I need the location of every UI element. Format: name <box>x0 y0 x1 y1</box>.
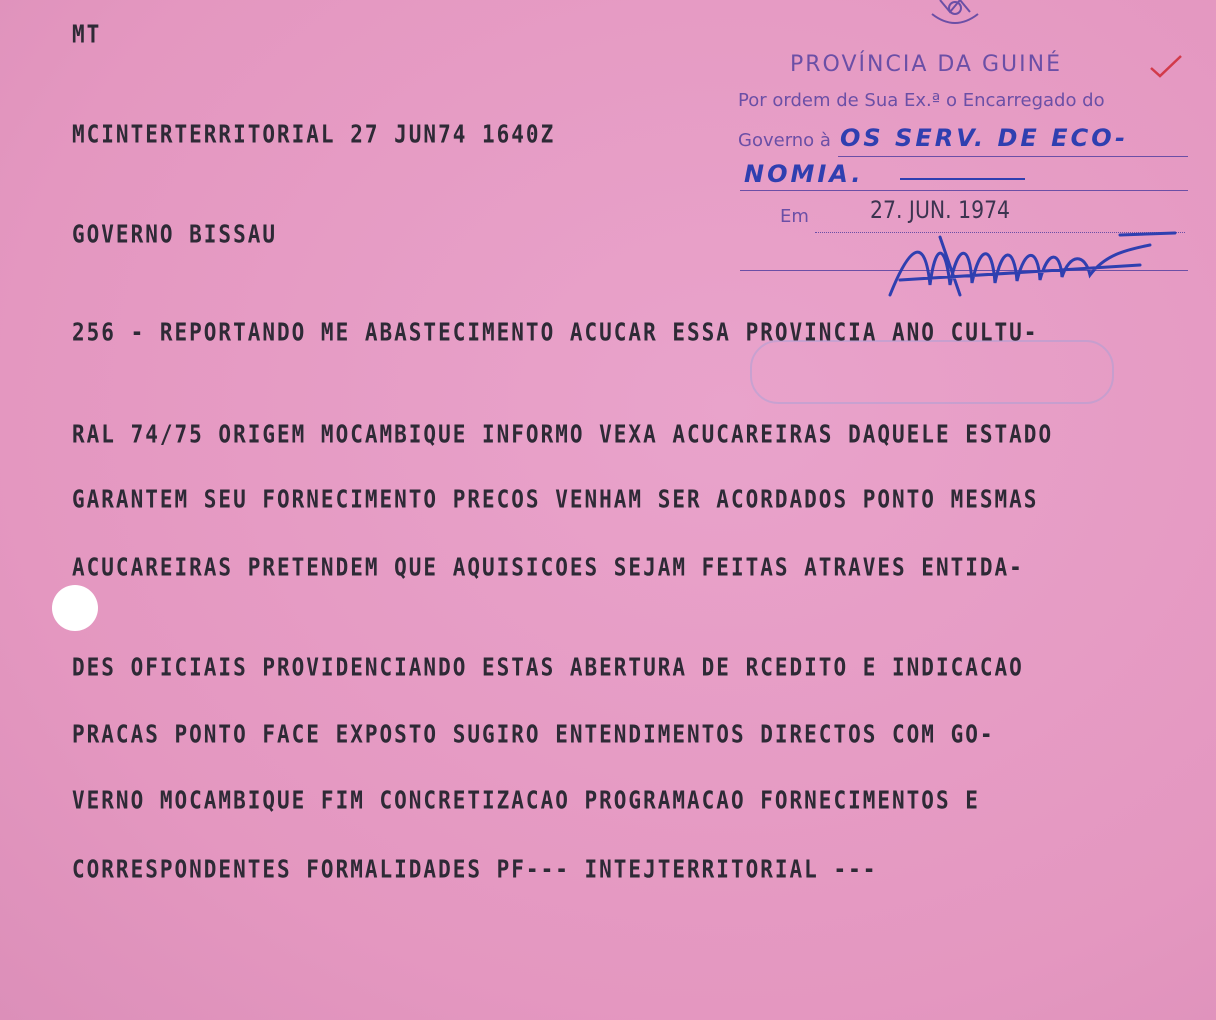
coat-of-arms-icon <box>920 0 990 34</box>
stamp-order-line: Por ordem de Sua Ex.ª o Encarregado do <box>738 90 1105 111</box>
handwritten-recipient-2: NOMIA. <box>744 160 864 188</box>
stamp-governo-label: Governo à <box>738 130 831 151</box>
body-line: 256 - REPORTANDO ME ABASTECIMENTO ACUCAR ESSA PROVINCIA ANO CULTU- <box>72 318 1039 347</box>
body-line: VERNO MOCAMBIQUE FIM CONCRETIZACAO PROGRAMACAO FORNECIMENTOS E <box>72 786 980 815</box>
signature <box>880 225 1180 305</box>
punch-hole <box>52 585 98 631</box>
body-line: GARANTEM SEU FORNECIMENTO PRECOS VENHAM SER ACORDADOS PONTO MESMAS <box>72 485 1039 514</box>
origin-line: MCINTERTERRITORIAL 27 JUN74 1640Z <box>72 120 556 149</box>
handwritten-recipient-1: OS SERV. DE ECO- <box>840 124 1128 152</box>
body-line: ACUCAREIRAS PRETENDEM QUE AQUISICOES SEJAM FEITAS ATRAVES ENTIDA- <box>72 553 1024 582</box>
checkmark-icon <box>1148 54 1184 78</box>
body-line: PRACAS PONTO FACE EXPOSTO SUGIRO ENTENDIMENTOS DIRECTOS COM GO- <box>72 720 995 749</box>
body-line: RAL 74/75 ORIGEM MOCAMBIQUE INFORMO VEXA ACUCAREIRAS DAQUELE ESTADO <box>72 420 1054 449</box>
handwritten-dash <box>900 178 1025 180</box>
addressee: GOVERNO BISSAU <box>72 220 278 249</box>
body-line: DES OFICIAIS PROVIDENCIANDO ESTAS ABERTURA DE RCEDITO E INDICACAO <box>72 653 1024 682</box>
stamp-date-label: Em <box>780 206 809 227</box>
stamp-underline <box>740 190 1188 191</box>
ghost-stamp-mark <box>750 340 1114 404</box>
header-code: MT <box>72 20 102 49</box>
stamp-date-value: 27. JUN. 1974 <box>870 196 1011 224</box>
body-line: CORRESPONDENTES FORMALIDADES PF--- INTEJTERRITORIAL --- <box>72 855 878 884</box>
stamp-province: PROVÍNCIA DA GUINÉ <box>790 52 1062 77</box>
stamp-underline <box>838 156 1188 157</box>
